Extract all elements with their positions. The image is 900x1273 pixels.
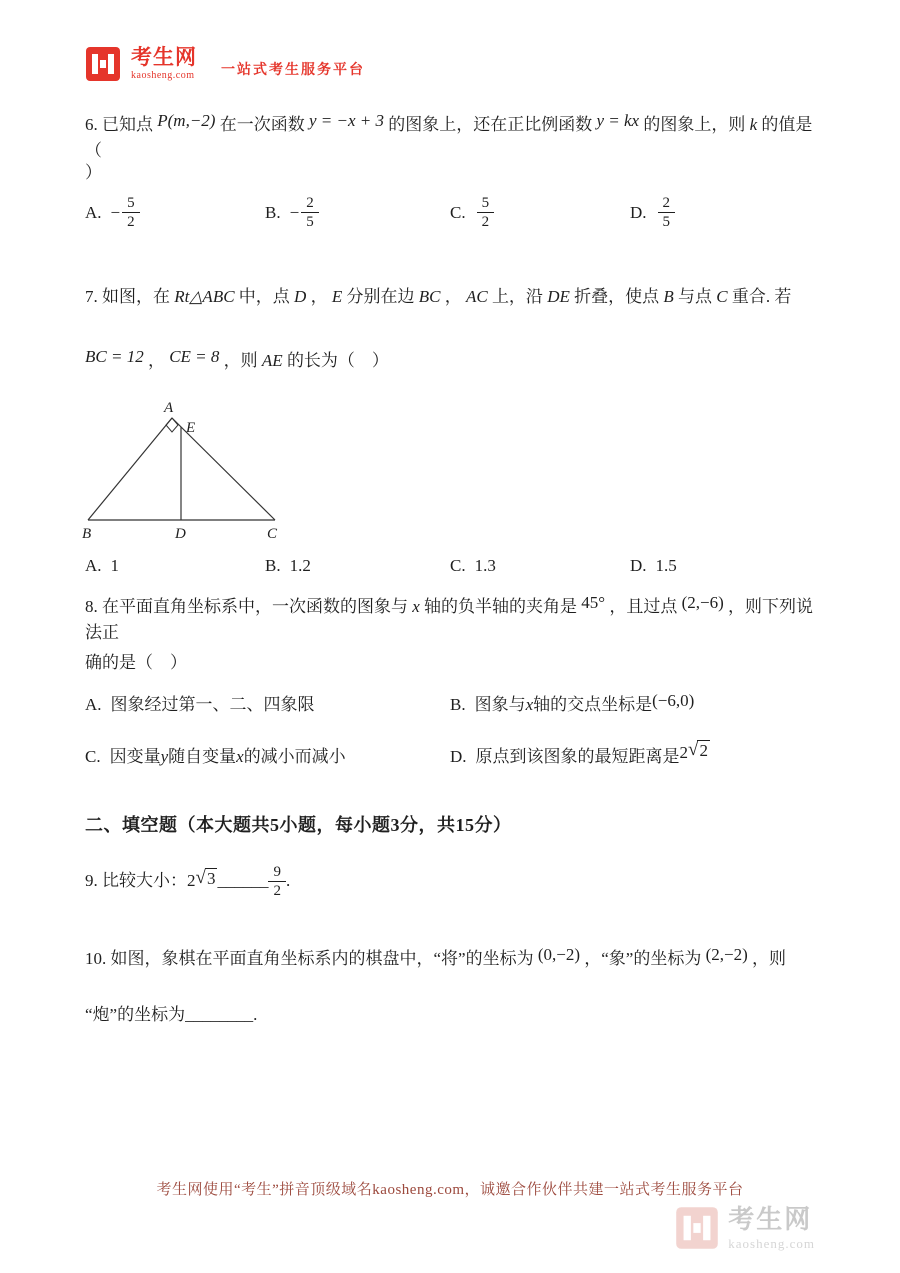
q10-jiang-coords: (0,−2) (537, 945, 581, 964)
option-label: B. (265, 202, 281, 222)
fraction: $\frac{5}{2}$ (477, 194, 495, 231)
option-label: A. (85, 202, 102, 222)
q8-point-coords: (2,−6) (681, 593, 724, 612)
radical-sign: √ (195, 866, 206, 888)
q8-line2: 确的是（ ） (85, 653, 187, 672)
q10-xiang-coords: (2,−2) (705, 945, 748, 964)
q6-proportional-formula: y = kx (596, 111, 640, 130)
header-brand (85, 46, 365, 82)
q8-option-b: B. 图象与 x 轴的交点坐标是 (−6,0) (450, 692, 694, 718)
q9-answer-blank: ______ (217, 870, 269, 890)
watermark (675, 1206, 815, 1250)
vertex-label-d: D (175, 526, 186, 542)
q7-triangle-name: Rt△ABC (174, 287, 235, 306)
q6-line1: 6. 已知点 P(m,−2) 在一次函数 y = −x + 3 的图象上，还在正比例函数 y = kx 的图象上，则 k 的值是（ (85, 112, 825, 165)
q8-option-d: D. 原点到该图象的最短距离是 2 √ 2 (450, 739, 708, 766)
q8-options-row2 (85, 739, 825, 784)
q7-option-d: D. 1.5 (630, 556, 677, 575)
vertex-label-e: E (186, 420, 196, 436)
watermark-logo-icon (675, 1206, 719, 1250)
q6-point-formula: P(m,−2) (157, 111, 216, 130)
brand-name: 考生网 (131, 45, 197, 69)
option-label: C. (450, 202, 466, 222)
watermark-text (728, 1204, 815, 1251)
q7-line2: BC = 12 ， CE = 8 ，则 AE 的长为（ ） (85, 348, 825, 374)
option-label: D. (630, 202, 647, 222)
brand-tagline: 一站式考生服务平台 (221, 63, 365, 78)
vertex-label-b: B (82, 526, 92, 542)
q7-option-a: A. 1 (85, 556, 120, 575)
q8-options-row1 (85, 692, 825, 732)
brand-domain: kaosheng.com (131, 70, 195, 81)
minus-sign: − (289, 202, 300, 222)
fraction: $\frac{2}{5}$ (658, 194, 676, 231)
section2-title: 二、填空题（本大题共5小题，每小题3分，共15分） (85, 815, 512, 835)
q7-triangle-figure (80, 398, 290, 548)
right-angle-mark (166, 418, 178, 432)
watermark-domain: kaosheng.com (728, 1235, 815, 1251)
q6-options (85, 194, 825, 246)
q9-text: 9. 比较大小： (85, 870, 187, 890)
q6-option-a (85, 194, 140, 231)
q7-given-ce: CE = 8 (169, 347, 220, 366)
q9-line: 9. 比较大小： 2 √ 3 ______ $\frac{9}{2}$ . (85, 863, 291, 899)
q8-intercept-coords: (−6,0) (652, 691, 695, 710)
brand-text (131, 47, 197, 81)
watermark-brand: 考生网 (728, 1204, 813, 1234)
q10-line1: 10. 如图，象棋在平面直角坐标系内的棋盘中，“将”的坐标为 (0,−2) ，“象”的坐标为 (2,−2) ，则 (85, 946, 825, 972)
q6-option-d (630, 194, 675, 231)
q8-line1: 8. 在平面直角坐标系中，一次函数的图象与 x 轴的负半轴的夹角是 45° ，且过点 (2,−6) ，则下列说法正 (85, 594, 825, 647)
q9-radical: 2 √ 3 (187, 866, 216, 890)
radical-sign: √ (688, 739, 699, 760)
q10-line2 (85, 1002, 825, 1028)
q7-option-b: B. 1.2 (265, 556, 311, 575)
q7-line1: 7. 如图，在 Rt△ABC 中，点 D ， E 分别在边 BC ， AC 上，沿 DE 折叠，使点 B 与点 C 重合. 若 (85, 287, 792, 306)
q6-line2: ） (85, 163, 102, 182)
side-ab (88, 418, 172, 520)
q8-option-a: A. 图象经过第一、二、四象限 (85, 695, 315, 714)
footer-slogan: 考生网使用“考生”拼音顶级域名kaosheng.com，诚邀合作伙伴共建一站式考生服务平台 (156, 1182, 744, 1198)
q8-option-c: C. 因变量 y 随自变量 x 的减小而减小 (85, 747, 346, 766)
q9-fraction: $\frac{9}{2}$ (268, 863, 286, 900)
q6-option-b (265, 194, 319, 231)
q6-text: 6. 已知点 (85, 115, 153, 134)
q6-linear-formula: y = −x + 3 (308, 111, 384, 130)
q7-given-bc: BC = 12 (85, 347, 144, 366)
q6-option-c (450, 194, 494, 231)
q8-angle-value: 45° (581, 593, 606, 612)
vertex-label-a: A (164, 400, 174, 416)
fraction: $\frac{2}{5}$ (301, 194, 319, 231)
fraction: $\frac{5}{2}$ (122, 194, 140, 231)
minus-sign: − (110, 202, 121, 222)
brand-logo-icon (85, 46, 121, 82)
q10-answer-blank: “炮”的坐标为________. (85, 1005, 258, 1024)
q7-option-c: C. 1.3 (450, 556, 496, 575)
vertex-label-c: C (267, 526, 278, 542)
q8-distance-radical: 2 √ 2 (679, 739, 708, 762)
q6-var-k: k (749, 115, 758, 134)
